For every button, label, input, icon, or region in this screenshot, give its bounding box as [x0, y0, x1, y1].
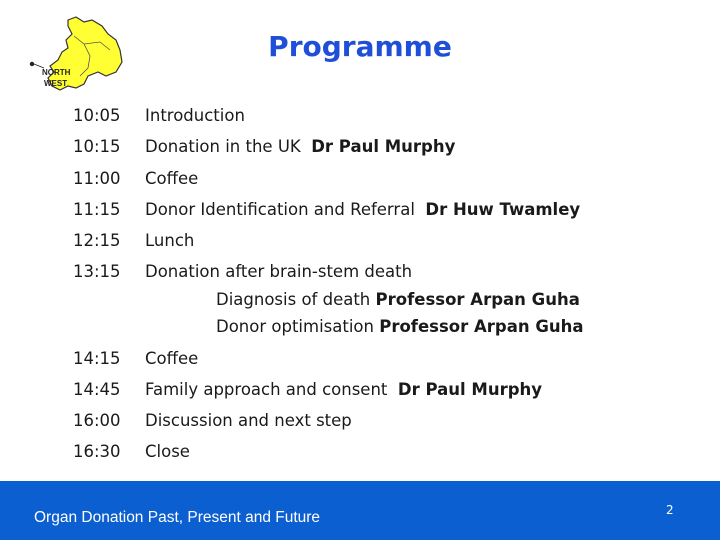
schedule-speaker: Dr Huw Twamley — [425, 200, 581, 219]
schedule-time: 11:15 — [73, 200, 121, 219]
schedule-item-label: Lunch — [145, 231, 195, 250]
schedule-speaker: Dr Paul Murphy — [311, 137, 456, 156]
schedule-item-label: Donation in the UK — [145, 137, 301, 156]
schedule-speaker: Dr Paul Murphy — [397, 380, 543, 399]
schedule-item — [145, 104, 245, 128]
schedule-subitem-label: Donor optimisation — [216, 317, 374, 336]
schedule-time: 14:15 — [73, 349, 121, 368]
schedule-item — [145, 378, 542, 402]
schedule-time: 13:15 — [73, 262, 121, 281]
logo-text-west: WEST — [44, 79, 68, 88]
schedule-speaker: Professor Arpan Guha — [375, 290, 580, 309]
schedule-item — [145, 229, 194, 253]
schedule-item-label: Coffee — [145, 169, 199, 188]
schedule-time: 16:30 — [73, 442, 121, 461]
schedule-item-label: Donor Identification and Referral — [145, 200, 415, 219]
schedule-item — [145, 409, 352, 433]
page-title: Programme — [268, 30, 452, 63]
schedule-subitem-label: Diagnosis of death — [216, 290, 371, 309]
schedule-item — [145, 135, 455, 159]
schedule-time: 11:00 — [73, 169, 121, 188]
schedule-item-label: Close — [145, 442, 190, 461]
logo-text-north: NORTH — [42, 68, 71, 77]
schedule-time: 14:45 — [73, 380, 121, 399]
schedule-subitem — [216, 315, 584, 339]
location-marker — [30, 62, 34, 66]
schedule-item-label: Family approach and consent — [145, 380, 388, 399]
schedule-item — [145, 347, 198, 371]
footer-title: Organ Donation Past, Present and Future — [34, 509, 321, 526]
schedule-speaker: Professor Arpan Guha — [379, 317, 584, 336]
footer-bar — [0, 481, 720, 540]
north-west-map-logo — [18, 14, 130, 96]
schedule-item-label: Introduction — [145, 106, 245, 125]
schedule-item-label: Discussion and next step — [145, 411, 352, 430]
schedule-subitem — [216, 288, 580, 312]
schedule-item — [145, 167, 198, 191]
schedule-item-label: Donation after brain-stem death — [145, 262, 413, 281]
schedule-item — [145, 440, 190, 464]
schedule-item-label: Coffee — [145, 349, 199, 368]
schedule-item — [145, 260, 412, 284]
schedule-time: 16:00 — [73, 411, 121, 430]
schedule-time: 10:05 — [73, 106, 121, 125]
schedule-time: 12:15 — [73, 231, 121, 250]
schedule-item — [145, 198, 580, 222]
schedule-time: 10:15 — [73, 137, 121, 156]
page-number: 2 — [666, 503, 674, 517]
